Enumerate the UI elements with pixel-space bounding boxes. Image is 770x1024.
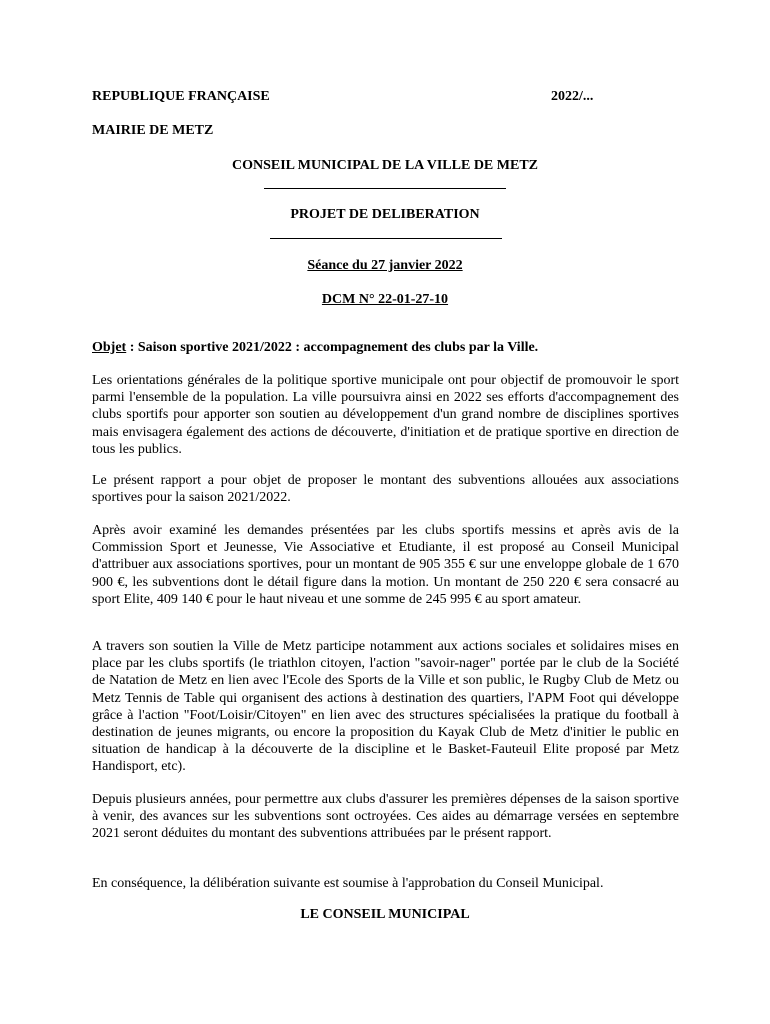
project-title: PROJET DE DELIBERATION [290,207,480,222]
council-title: CONSEIL MUNICIPAL DE LA VILLE DE METZ [232,158,538,173]
object-text: : Saison sportive 2021/2022 : accompagnement des clubs par la Ville. [126,340,539,355]
object-label: Objet [92,340,127,355]
republic-heading: REPUBLIQUE FRANÇAISE [92,89,270,104]
title-rule-1 [264,188,506,189]
paragraph-3: Après avoir examiné les demandes présentées par les clubs sportifs messins et après avis de la Commission Sport et Jeunesse, Vie Associative et Etudiante, il est proposé au Conseil Municipal d'attribuer aux associations sportives, pour un montant de 905 355 € sur une enveloppe globale de 1 670 900 €, les subventions dont le détail figure dans la motion. Un montant de 250 220 € sera consacré au sport Elite, 409 140 € pour le haut niveau et une somme de 245 995 € au sport amateur. [92,523,679,607]
paragraph-4: A travers son soutien la Ville de Metz participe notamment aux actions sociales et solidaires mises en place par les clubs sportifs (le triathlon citoyen, l'action "savoir-nager" portée par le club de la Société de Natation de Metz en lien avec l'Ecole des Sports de la Ville et son public, le Rugby Club de Metz ou Metz Tennis de Table qui organisent des actions à destination des quartiers, l'APM Foot qui développe grâce à l'action "Foot/Loisir/Citoyen" en lien avec des structures spécialisées la pratique du football à destination de jeunes migrants, ou encore la proposition du Kayak Club de Metz d'initier le public en situation de handicap à la découverte de la discipline et le Basket-Fauteuil Elite proposé par Metz Handisport, etc). [92,639,679,775]
footer-heading: LE CONSEIL MUNICIPAL [300,907,470,922]
reference-number: 2022/... [551,89,594,104]
paragraph-5: Depuis plusieurs années, pour permettre aux clubs d'assurer les premières dépenses de la saison sportive à venir, des avances sur les subventions sont octroyées. Ces aides au démarrage versées en septembre 2021 seront déduites du montant des subventions attribuées par le présent rapport. [92,792,679,842]
paragraph-2: Le présent rapport a pour objet de proposer le montant des subventions allouées aux associations sportives pour la saison 2021/2022. [92,473,679,506]
mairie-heading: MAIRIE DE METZ [92,123,214,138]
session-date [0,258,770,274]
dcm-number [0,292,770,308]
paragraph-1: Les orientations générales de la politique sportive municipale ont pour objectif de promouvoir le sport parmi l'ensemble de la population. La ville poursuivra ainsi en 2022 ses efforts d'accompagnement des clubs sportifs pour apporter son soutien au développement d'un grand nombre de disciplines sportives mais envisagera également des actions de découverte, d'initiation et de pratique sportive en direction de tous les publics. [92,373,679,457]
object-line [92,340,538,356]
title-rule-2 [270,238,502,239]
dcm-number-text: DCM N° 22-01-27-10 [321,292,449,307]
paragraph-6: En conséquence, la délibération suivante est soumise à l'approbation du Conseil Municipal. [92,876,604,891]
session-date-text: Séance du 27 janvier 2022 [307,258,463,273]
